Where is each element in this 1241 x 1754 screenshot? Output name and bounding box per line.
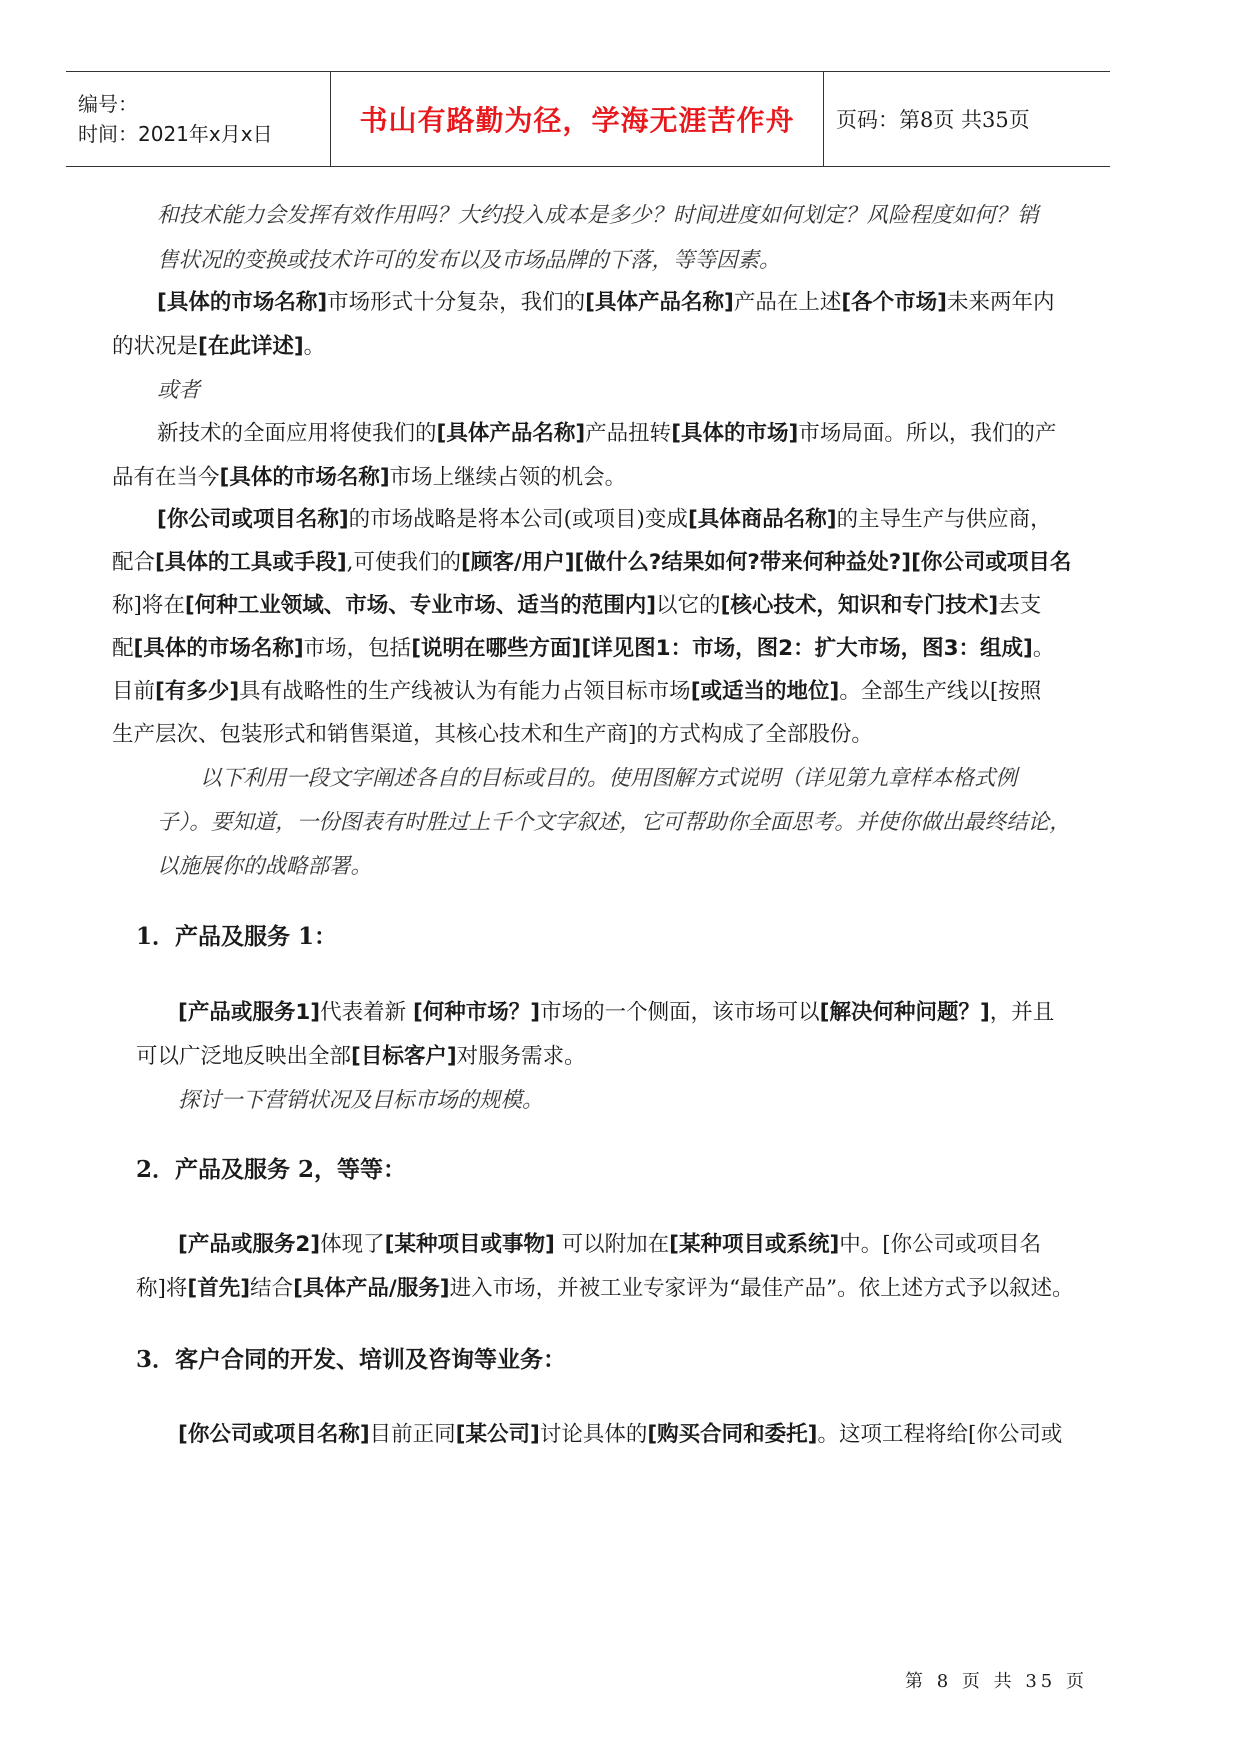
time-label: 时间：2021年x月x日 xyxy=(78,122,273,146)
body-line: 配合[具体的工具或手段],可使我们的[顾客/用户][做什么?结果如何?带来何种益处?][你公司或项目名 xyxy=(112,550,1072,575)
page-header xyxy=(66,71,1110,167)
or-label: 或者 xyxy=(157,378,201,403)
body-line: [产品或服务2]体现了[某种项目或事物] 可以附加在[某种项目或系统]中。[你公司或项目名 xyxy=(178,1232,1042,1257)
body-line: 可以广泛地反映出全部[目标客户]对服务需求。 xyxy=(136,1044,586,1069)
section-heading-1: 1．产品及服务 1： xyxy=(136,923,338,950)
body-line: [具体的市场名称]市场形式十分复杂，我们的[具体产品名称]产品在上述[各个市场]未来两年内 xyxy=(157,290,1055,315)
body-line: [产品或服务1]代表着新 [何种市场？]市场的一个侧面，该市场可以[解决何种问题？]，并且 xyxy=(178,1000,1055,1025)
body-line: [你公司或项目名称]目前正同[某公司]讨论具体的[购买合同和委托]。这项工程将给[你公司或 xyxy=(178,1422,1063,1447)
body-line: 目前[有多少]具有战略性的生产线被认为有能力占领目标市场[或适当的地位]。全部生产线以[按照 xyxy=(112,679,1042,704)
body-line: 生产层次、包装形式和销售渠道，其核心技术和生产商]的方式构成了全部股份。 xyxy=(112,722,873,747)
body-line: 称]将[首先]结合[具体产品/服务]进入市场，并被工业专家评为“最佳产品”。依上述方式予以叙述。 xyxy=(136,1276,1074,1301)
page-footer: 第 8 页 共 35 页 xyxy=(905,1671,1088,1692)
body-line: 以下利用一段文字阐述各自的目标或目的。使用图解方式说明（详见第九章样本格式例 xyxy=(200,766,1018,791)
number-label: 编号： xyxy=(78,92,138,116)
body-line: 配[具体的市场名称]市场，包括[说明在哪些方面][详见图1：市场，图2：扩大市场，图3：组成]。 xyxy=(112,636,1055,661)
page-info: 页码：第8页 共35页 xyxy=(836,108,1030,132)
section-heading-3: 3．客户合同的开发、培训及咨询等业务： xyxy=(136,1346,567,1373)
body-line: 子）。要知道，一份图表有时胜过上千个文字叙述，它可帮助你全面思考。并使你做出最终结论， xyxy=(157,810,1071,835)
body-line: 品有在当今[具体的市场名称]市场上继续占领的机会。 xyxy=(112,465,627,490)
body-line: 新技术的全面应用将使我们的[具体产品名称]产品扭转[具体的市场]市场局面。所以，我们的产 xyxy=(157,421,1057,446)
header-meta xyxy=(66,72,330,166)
header-motto-cell xyxy=(330,72,824,166)
body-line: 探讨一下营销状况及目标市场的规模。 xyxy=(178,1088,544,1113)
body-line: 称]将在[何种工业领域、市场、专业市场、适当的范围内]以它的[核心技术，知识和专门技术]去支 xyxy=(112,593,1042,618)
body-line: 和技术能力会发挥有效作用吗？大约投入成本是多少？时间进度如何划定？风险程度如何？销 xyxy=(157,203,1039,228)
motto: 书山有路勤为径，学海无涯苦作舟 xyxy=(359,104,795,137)
header-page-cell xyxy=(824,72,1110,166)
body-line: 以施展你的战略部署。 xyxy=(157,854,373,879)
body-line: [你公司或项目名称]的市场战略是将本公司(或项目)变成[具体商品名称]的主导生产与供应商， xyxy=(157,507,1052,532)
section-heading-2: 2．产品及服务 2，等等： xyxy=(136,1156,407,1183)
body-line: 的状况是[在此详述]。 xyxy=(112,334,326,359)
body-line: 售状况的变换或技术许可的发布以及市场品牌的下落，等等因素。 xyxy=(157,248,781,273)
